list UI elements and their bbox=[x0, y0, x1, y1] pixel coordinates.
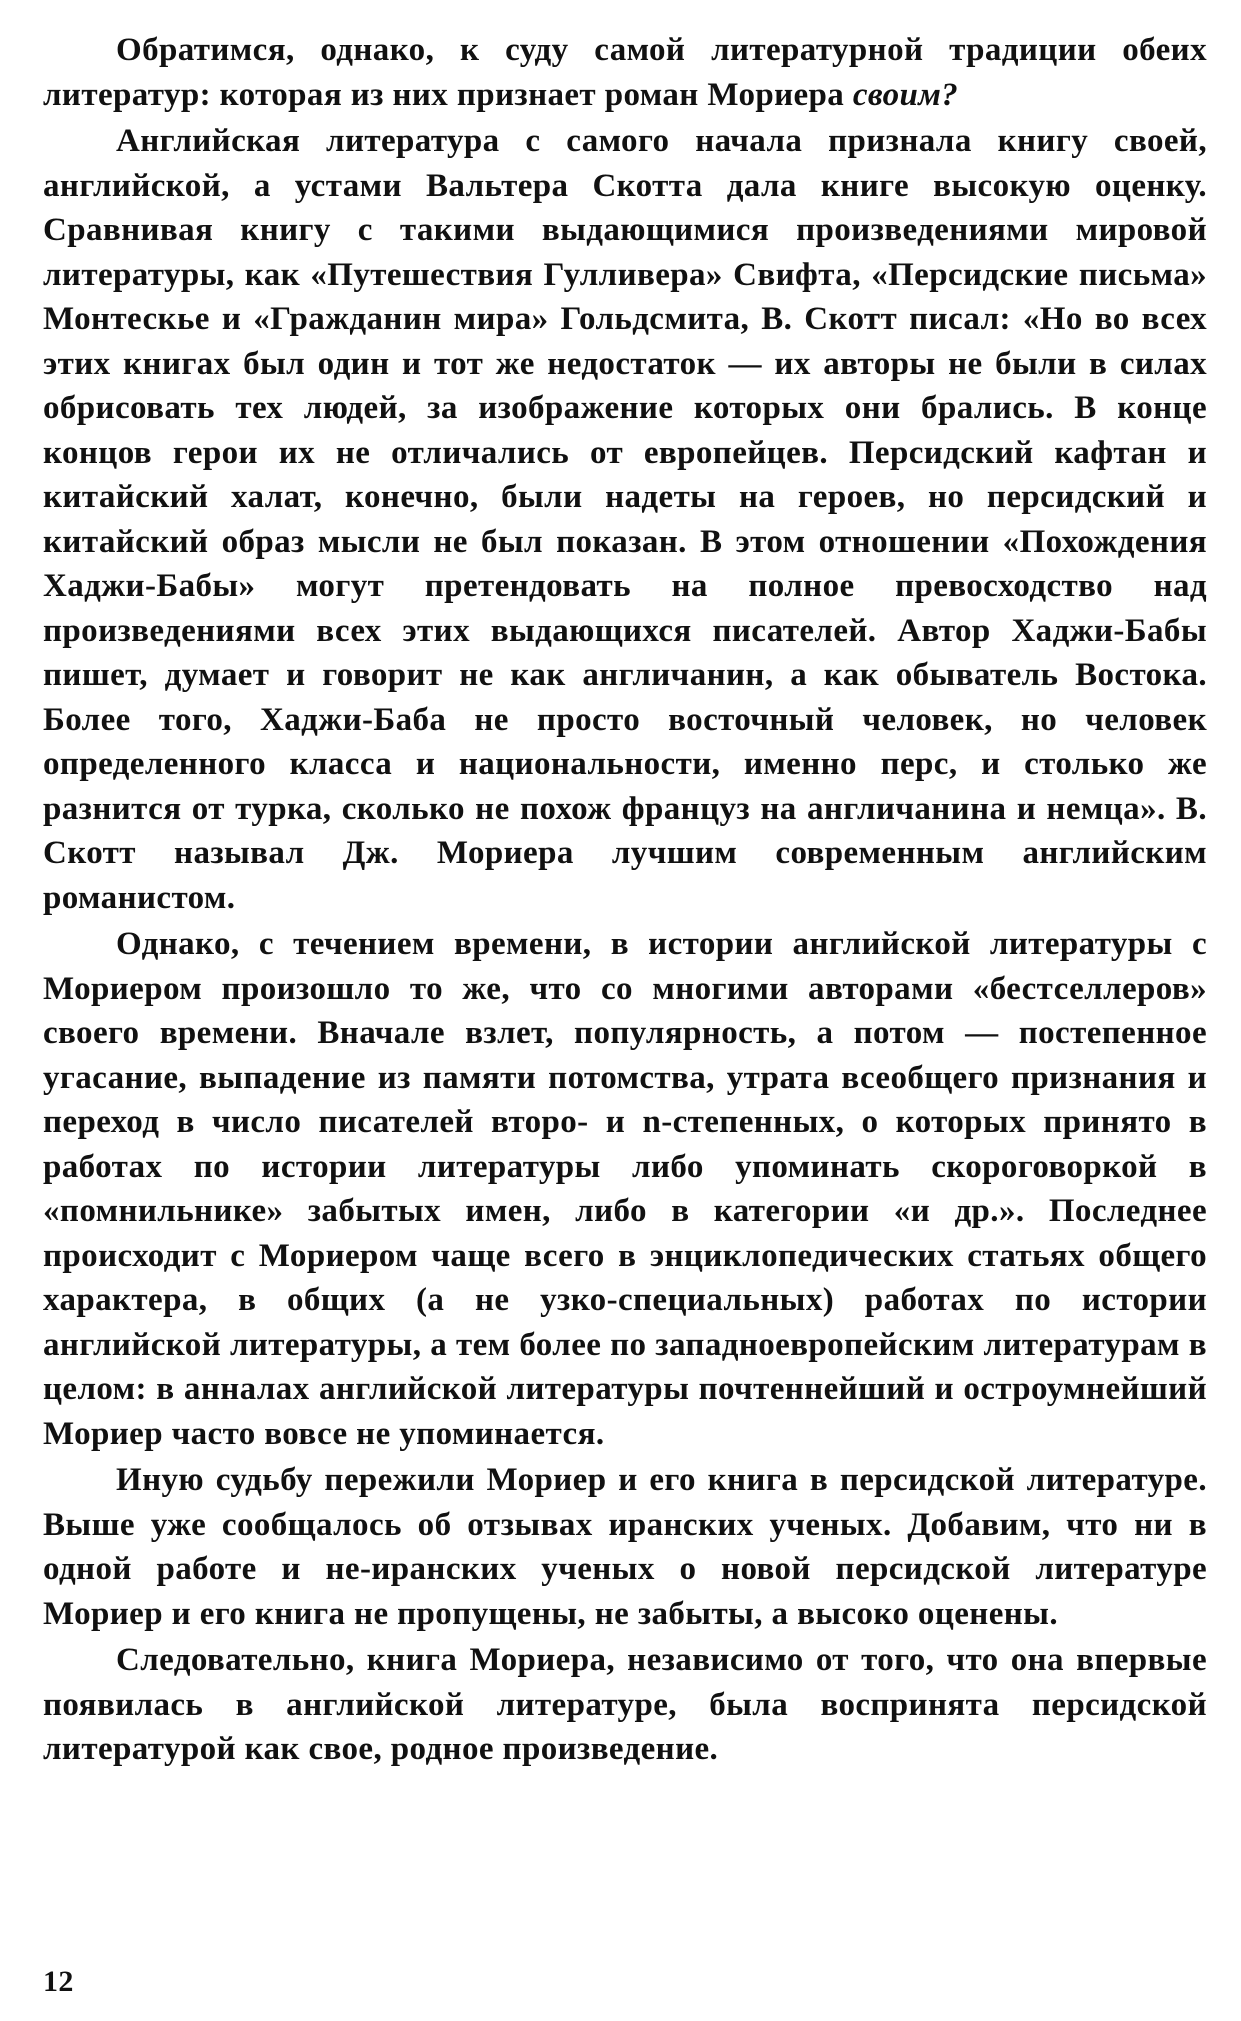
paragraph-1-italic-word: своим? bbox=[852, 76, 959, 113]
page-number: 12 bbox=[43, 1965, 74, 1998]
paragraph-3: Однако, с течением времени, в истории английской литературы с Мориером произошло то же, что со многими авторами «бестселлеров» своего времени. Вначале взлет, популярность, а потом — постепенное угасание, выпадение из памяти потомства, утрата всеобщего признания и переход в число писателей второ- и n-степенных, о которых принято в работах по истории литературы либо упоминать скороговоркой в «помнильнике» забытых имен, либо в категории «и др.». Последнее происходит с Мориером чаще всего в энциклопедических статьях общего характера, в общих (а не узко-специальных) работах по истории английской литературы, а тем более по западноевропейским литературам в целом: в анналах английской литературы почтеннейший и остроумнейший Мориер часто вовсе не упоминается. bbox=[43, 926, 1207, 1452]
paragraph-2: Английская литература с самого начала признала книгу своей, английской, а устами Вальтера Скотта дала книге высокую оценку. Сравнивая книгу с такими выдающимися произведениями мировой литературы, как «Путешествия Гулливера» Свифта, «Персидские письма» Монтескье и «Гражданин мира» Гольдсмита, В. Скотт писал: «Но во всех этих книгах был один и тот же недостаток — их авторы не были в силах обрисовать тех людей, за изображение которых они брались. В конце концов герои их не отличались от европейцев. Персидский кафтан и китайский халат, конечно, были надеты на героев, но персидский и китайский образ мысли не был показан. В этом отношении «Похождения Хаджи-Бабы» могут претендовать на полное превосходство над произведениями всех этих выдающихся писателей. Автор Хаджи-Бабы пишет, думает и говорит не как англичанин, а как обыватель Востока. Более того, Хаджи-Баба не просто восточный человек, но человек определенного класса и национальности, именно перс, и столько же разнится от турка, сколько не похож француз на англичанина и немца». В. Скотт называл Дж. Мориера лучшим современным английским романистом. bbox=[43, 123, 1207, 916]
paragraph-1-text: Обратимся, однако, к суду самой литературной традиции обеих литератур: которая из них признает роман Мориера bbox=[43, 32, 1207, 113]
paragraph-1 bbox=[43, 28, 1207, 117]
paragraph-4: Иную судьбу пережили Мориер и его книга в персидской литературе. Выше уже сообщалось об отзывах иранских ученых. Добавим, что ни в одной работе и не-иранских ученых о новой персидской литературе Мориер и его книга не пропущены, не забыты, а высоко оценены. bbox=[43, 1462, 1207, 1632]
paragraph-5: Следовательно, книга Мориера, независимо от того, что она впервые появилась в английской литературе, была воспринята персидской литературой как свое, родное произведение. bbox=[43, 1642, 1207, 1767]
